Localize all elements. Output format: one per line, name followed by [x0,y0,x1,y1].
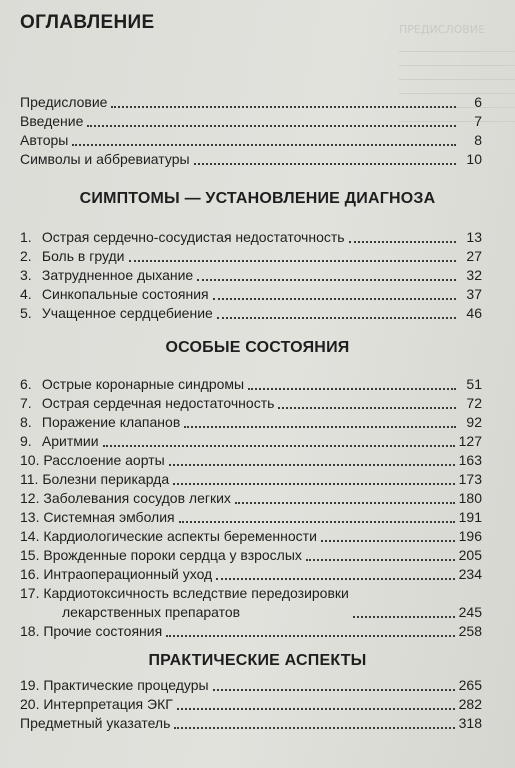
entry-page: 258 [458,623,482,639]
toc-entry-preface[interactable] [20,93,482,112]
entry-text: Предметный указатель [20,715,171,731]
entry-text: Острая сердечно-сосудистая недостаточность [41,229,345,245]
toc-entry-introduction[interactable] [20,112,482,131]
entry-page: 92 [466,414,482,430]
leader-dots [213,689,455,691]
leader-dots [349,241,456,243]
toc-entry[interactable] [20,584,482,622]
leader-dots [217,317,456,319]
entry-text-line2: лекарственных препаратов [62,604,241,620]
entry-text: Острые коронарные синдромы [41,376,245,392]
entry-page: 173 [458,471,482,487]
toc-entry[interactable] [20,695,482,714]
leader-dots [306,559,455,561]
toc-entry[interactable] [20,676,482,695]
leader-dots [129,260,457,262]
entry-page: 6 [474,94,482,110]
entry-text: Символы и аббревиатуры [20,151,190,167]
leader-dots [177,708,455,710]
entry-text: Кардиологические аспекты беременности [43,528,317,544]
entry-number: 12. [20,490,40,506]
entry-number: 18. [20,623,40,639]
entry-number: 1. [20,229,32,245]
entry-number: 2. [20,248,32,264]
entry-page: 234 [458,566,482,582]
leader-dots [248,388,456,390]
leader-dots [278,407,456,409]
leader-dots [87,125,456,127]
leader-dots [103,445,455,447]
entry-text: Введение [20,113,84,129]
entry-number: 3. [20,267,32,283]
entry-text: Интраоперационный уход [43,566,213,582]
entry-page: 265 [458,677,482,693]
entry-text: Авторы [20,132,69,148]
entry-text: Поражение клапанов [41,414,181,430]
toc-entry[interactable] [20,394,482,413]
page-title: ОГЛАВЛЕНИЕ [20,12,155,33]
toc-entry[interactable] [20,470,482,489]
entry-number: 11. [20,471,39,487]
leader-dots [216,578,454,580]
leader-dots [184,426,456,428]
toc-entry[interactable] [20,451,482,470]
entry-page: 127 [458,433,482,449]
entry-page: 13 [466,229,482,245]
toc-entry[interactable] [20,432,482,451]
entry-page: 196 [458,528,482,544]
toc-entry[interactable] [20,304,482,323]
entry-number: 8. [20,414,32,430]
leader-dots [353,616,455,618]
leader-dots [235,502,455,504]
entry-text: Заболевания сосудов легких [43,490,231,506]
toc-entry[interactable] [20,527,482,546]
entry-text: Острая сердечная недостаточность [41,395,275,411]
ghost-heading: ПРЕДИСЛОВИЕ [399,23,486,36]
toc-entry[interactable] [20,622,482,641]
entry-page: 32 [466,267,482,283]
leader-dots [173,483,455,485]
entry-text: Практические процедуры [43,677,209,693]
entry-page: 8 [474,132,482,148]
symptoms-list [20,228,482,323]
entry-text: Аритмии [41,433,99,449]
entry-text: Учащенное сердцебиение [41,305,213,321]
entry-number: 7. [20,395,32,411]
leader-dots [194,163,456,165]
entry-page: 282 [458,696,482,712]
entry-number: 6. [20,376,32,392]
leader-dots [179,521,455,523]
entry-page: 7 [474,113,482,129]
leader-dots [213,298,456,300]
entry-text-wrap [20,584,349,622]
section-title-symptoms: СИМПТОМЫ — УСТАНОВЛЕНИЕ ДИАГНОЗА [79,190,436,207]
entry-page: 205 [458,547,482,563]
section-title-special: ОСОБЫЕ СОСТОЯНИЯ [165,339,350,356]
entry-number: 13. [20,509,40,525]
entry-page: 10 [466,151,482,167]
leader-dots [169,464,455,466]
entry-page: 318 [458,715,482,731]
special-list [20,375,482,641]
entry-number: 16. [20,566,40,582]
leader-dots [174,727,454,729]
entry-page: 72 [466,395,482,411]
toc-entry-symbols[interactable] [20,150,482,169]
entry-number: 17. [20,585,40,601]
practical-list [20,676,482,733]
entry-number: 5. [20,305,32,321]
toc-entry[interactable] [20,565,482,584]
entry-text: Расслоение аорты [43,452,165,468]
toc-entry-index[interactable] [20,714,482,733]
entry-text: Синкопальные состояния [41,286,209,302]
entry-page: 51 [466,376,482,392]
entry-number: 9. [20,433,32,449]
entry-number: 19. [20,677,40,693]
entry-page: 27 [466,248,482,264]
toc-entry-authors[interactable] [20,131,482,150]
toc-entry[interactable] [20,375,482,394]
entry-text: Прочие состояния [43,623,163,639]
toc-entry[interactable] [20,413,482,432]
entry-text: Боль в груди [41,248,125,264]
leader-dots [72,144,456,146]
leader-dots [111,106,456,108]
entry-page: 37 [466,286,482,302]
entry-page: 180 [458,490,482,506]
entry-text: Врожденные пороки сердца у взрослых [43,547,302,563]
toc-entry[interactable] [20,489,482,508]
leader-dots [166,635,454,637]
leader-dots [197,279,456,281]
toc-entry[interactable] [20,266,482,285]
entry-text: Кардиотоксичность вследствие передозировки [43,585,349,601]
toc-entry[interactable] [20,247,482,266]
entry-page: 46 [466,305,482,321]
entry-text: Затрудненное дыхание [41,267,194,283]
entry-text: Болезни перикарда [42,471,170,487]
toc-entry[interactable] [20,508,482,527]
entry-number: 14. [20,528,40,544]
entry-number: 10. [20,452,40,468]
entry-page: 191 [458,509,482,525]
entry-number: 20. [20,696,40,712]
toc-entry[interactable] [20,285,482,304]
entry-text: Интерпретация ЭКГ [43,696,173,712]
entry-number: 15. [20,547,40,563]
intro-list [20,93,482,169]
entry-page: 163 [458,452,482,468]
toc-entry[interactable] [20,228,482,247]
leader-dots [321,540,455,542]
entry-text: Системная эмболия [43,509,175,525]
entry-text: Предисловие [20,94,108,110]
entry-page: 245 [458,604,482,620]
section-title-practical: ПРАКТИЧЕСКИЕ АСПЕКТЫ [148,652,367,669]
entry-number: 4. [20,286,32,302]
toc-entry[interactable] [20,546,482,565]
